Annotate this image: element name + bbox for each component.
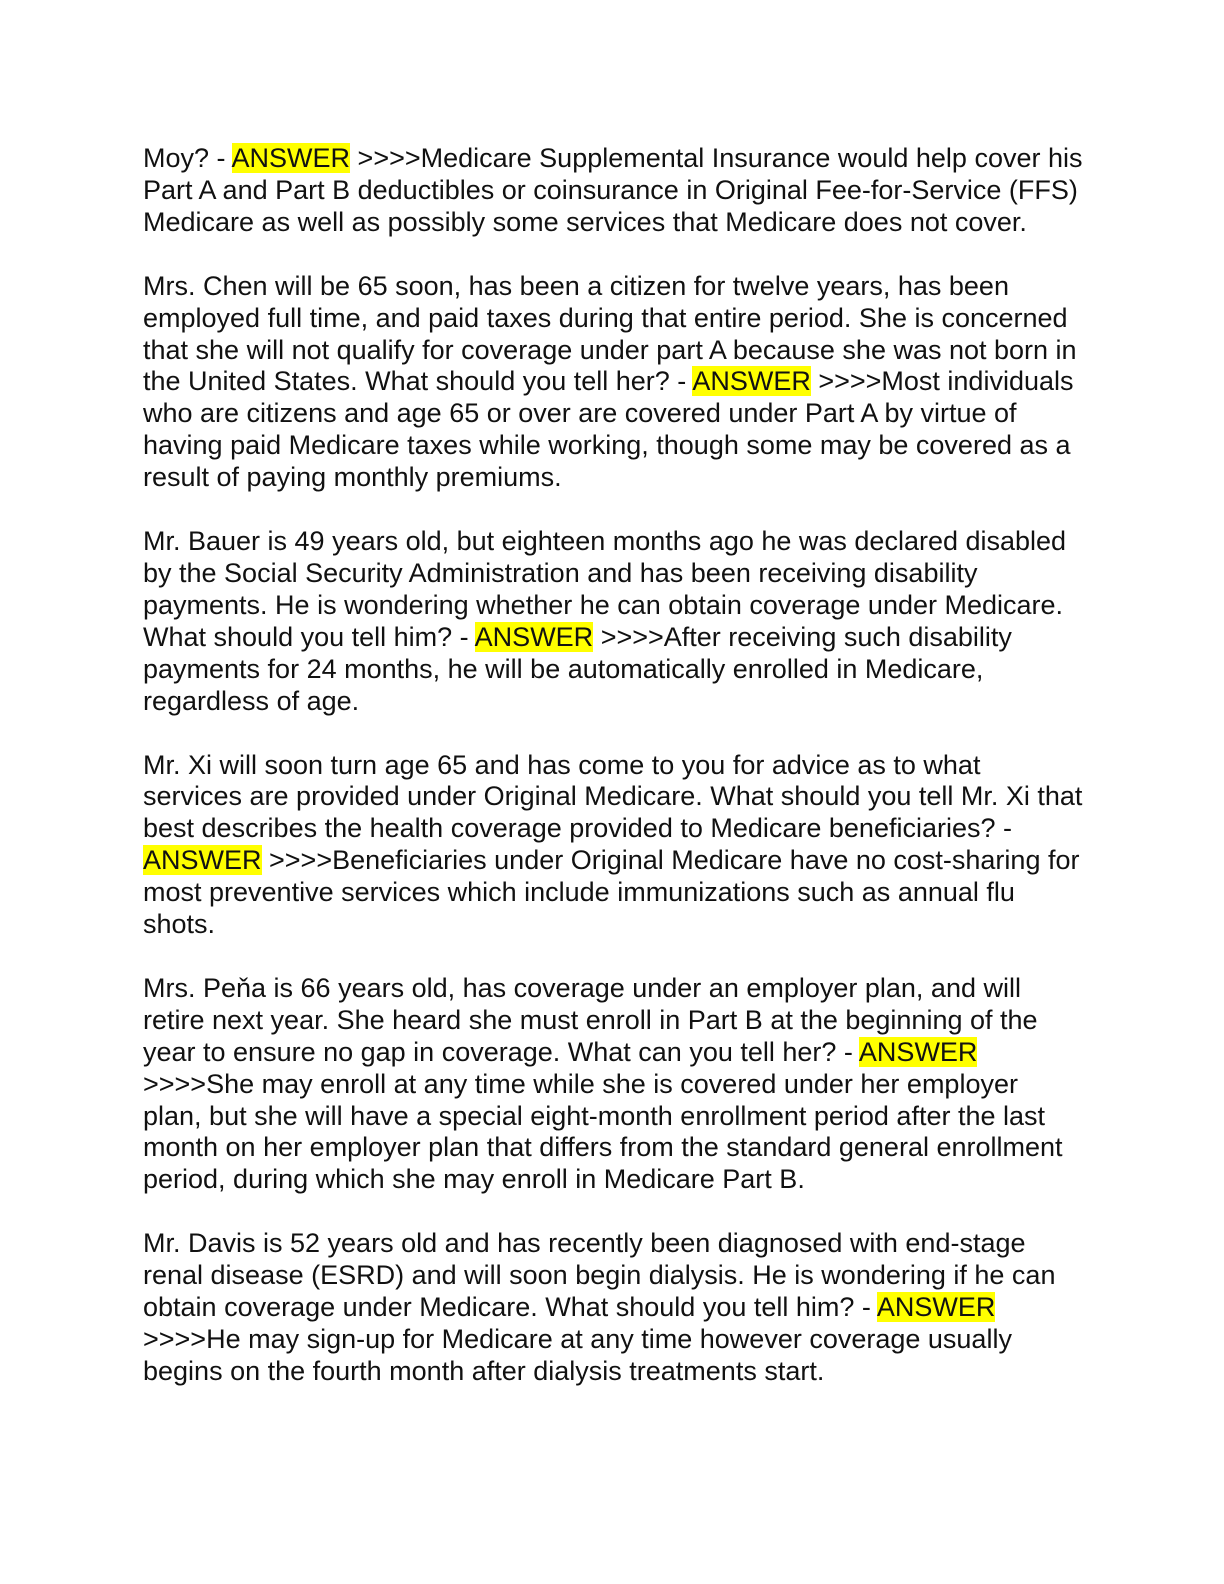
document-page: [143, 143, 1083, 1420]
qa-entry-6: [143, 1228, 1083, 1388]
answer-text: >>>>Medicare Supplemental Insurance would help cover his Part A and Part B deductibles or coinsurance in Original Fee-for-Service (FFS) Medicare as well as possibly some services that Medicare does not cover.: [143, 143, 1083, 237]
qa-entry-3: [143, 526, 1083, 717]
answer-text: >>>>Most individuals who are citizens and age 65 or over are covered under Part A by virtue of having paid Medicare taxes while working, though some may be covered as a result of paying monthly premiums.: [143, 366, 1074, 493]
qa-entry-4: [143, 750, 1083, 941]
answer-text: >>>>She may enroll at any time while she is covered under her employer plan, but she will have a special eight-month enrollment period after the last month on her employer plan that differs from the standard general enrollment period, during which she may enroll in Medicare Part B.: [143, 1068, 1063, 1195]
answer-label: ANSWER: [876, 1292, 996, 1323]
qa-entry-1: [143, 143, 1083, 239]
answer-text: >>>>Beneficiaries under Original Medicare have no cost-sharing for most preventive services which include immunizations such as annual flu shots.: [143, 845, 1080, 940]
answer-label: ANSWER: [474, 621, 594, 652]
answer-text: >>>>He may sign-up for Medicare at any time however coverage usually begins on the fourth month after dialysis treatments start.: [143, 1324, 1012, 1386]
answer-label: ANSWER: [858, 1036, 978, 1067]
question-text: Moy? -: [143, 143, 232, 173]
question-text: Mr. Davis is 52 years old and has recently been diagnosed with end-stage renal disease (ESRD) and will soon begin dialysis. He is wondering if he can obtain coverage under Medicare. What should you tell him? -: [143, 1228, 1056, 1323]
question-text: Mr. Bauer is 49 years old, but eighteen months ago he was declared disabled by the Social Security Administration and has been receiving disability payments. He is wondering whether he can obtain coverage under Medicare. What should you tell him? -: [143, 526, 1067, 652]
answer-label: ANSWER: [231, 143, 351, 173]
question-text: Mr. Xi will soon turn age 65 and has come to you for advice as to what services are provided under Original Medicare. What should you tell Mr. Xi that best describes the health coverage provided to Medicare beneficiaries? -: [143, 749, 1083, 844]
answer-label: ANSWER: [692, 366, 811, 397]
answer-text: >>>>After receiving such disability payments for 24 months, he will be automatically enrolled in Medicare, regardless of age.: [143, 621, 1012, 716]
question-text: Mrs. Peňa is 66 years old, has coverage under an employer plan, and will retire next year. She heard she must enroll in Part B at the beginning of the year to ensure no gap in coverage. What can you tell her? -: [143, 972, 1038, 1067]
qa-entry-2: [143, 271, 1083, 494]
qa-entry-5: [143, 973, 1083, 1196]
answer-label: ANSWER: [143, 845, 262, 876]
question-text: Mrs. Chen will be 65 soon, has been a citizen for twelve years, has been employed full time, and paid taxes during that entire period. She is concerned that she will not qualify for coverage under part A because she was not born in the United States. What should you tell her? -: [143, 270, 1077, 397]
